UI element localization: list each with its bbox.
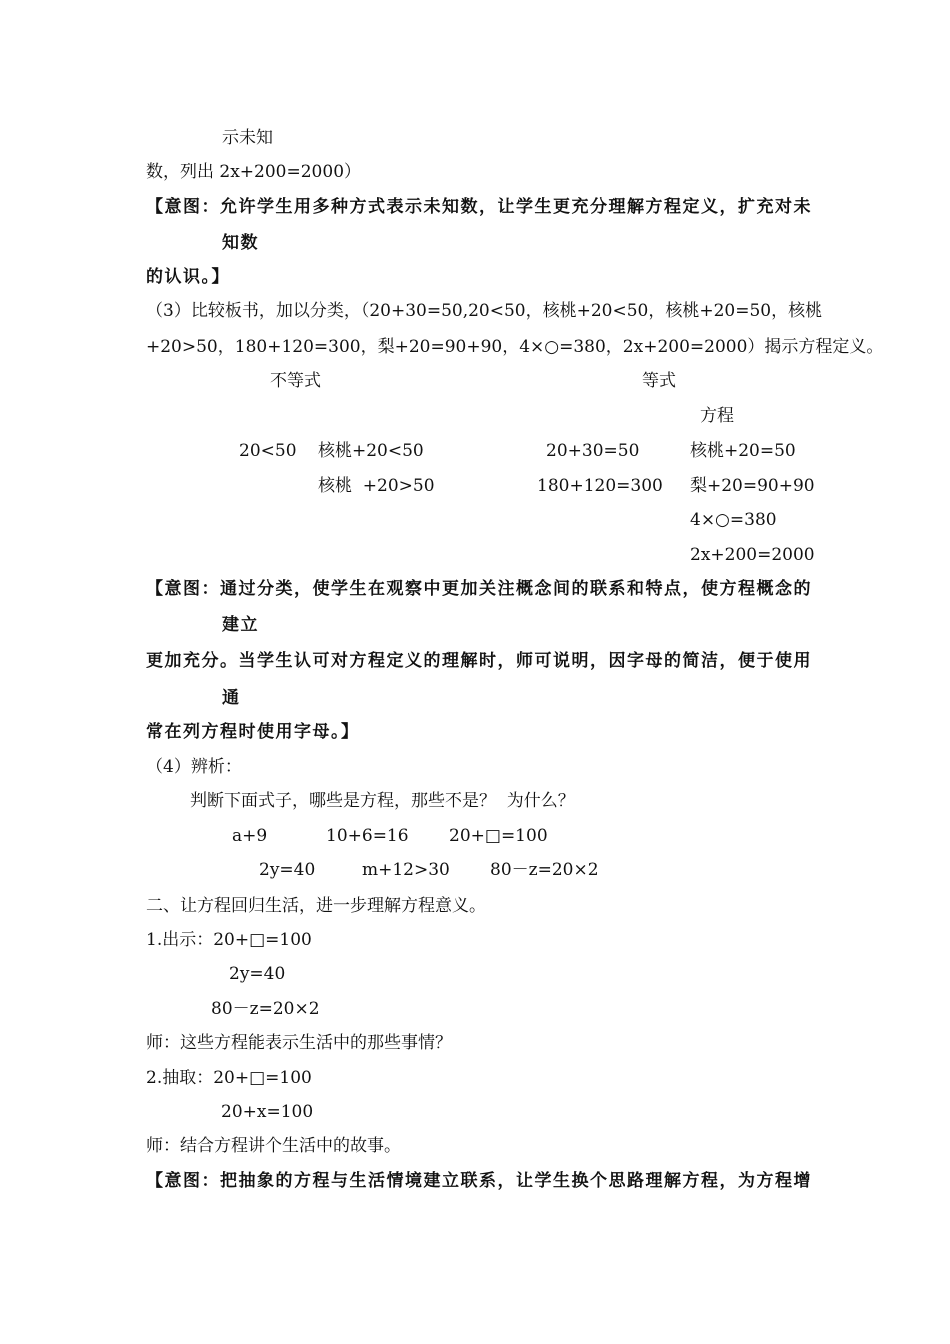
expression: 20+□=100 [449,826,548,846]
expression: a+9 [232,826,268,846]
intent-2-line-4: 通 [222,688,241,708]
show-line-3: 80－z=20×2 [211,999,320,1019]
equality-item: 20+30=50 [546,441,640,461]
intent-2-line-2: 建立 [222,615,259,635]
intent-2-line-5: 常在列方程时使用字母。】 [146,722,360,742]
extract-line-1: 2.抽取：20+□=100 [146,1068,312,1088]
inequality-item: 核桃+20<50 [318,441,424,461]
inequality-item: 核桃 +20>50 [318,476,435,496]
show-line-1: 1.出示：20+□=100 [146,930,312,950]
equality-header: 等式 [642,371,676,391]
expression: 10+6=16 [326,826,409,846]
intent-3-line-1: 【意图：把抽象的方程与生活情境建立联系，让学生换个思路理解方程，为方程增 [146,1171,812,1191]
step-3-line-1: （3）比较板书，加以分类，（20+30=50,20<50，核桃+20<50，核桃+20=50，核桃 [146,301,823,321]
expression: 80－z=20×2 [490,860,599,880]
equation-header: 方程 [700,406,734,426]
teacher-story: 师：结合方程讲个生活中的故事。 [146,1136,401,1156]
line-2: 数，列出 2x+200=2000） [146,162,362,182]
equation-item: 4×○=380 [690,510,777,530]
intent-1-line-2: 知数 [222,233,259,253]
line-1: 示未知 [222,128,273,148]
intent-1-line-1: 【意图：允许学生用多种方式表示未知数，让学生更充分理解方程定义，扩充对未 [146,197,812,217]
analysis-question: 判断下面式子，哪些是方程，那些不是？ 为什么？ [190,791,575,811]
intent-2-line-1: 【意图：通过分类，使学生在观察中更加关注概念间的联系和特点，使方程概念的 [146,579,812,599]
step-3-line-2: +20>50，180+120=300，梨+20=90+90，4×○=380，2x+200=2000）揭示方程定义。 [146,337,884,357]
equation-item: 核桃+20=50 [690,441,796,461]
analysis-heading: （4）辨析： [146,757,242,777]
show-line-2: 2y=40 [229,964,286,984]
expression: m+12>30 [362,860,450,880]
inequality-header: 不等式 [270,371,321,391]
teacher-question: 师：这些方程能表示生活中的那些事情？ [146,1033,452,1053]
equation-item: 2x+200=2000 [690,545,815,565]
expression: 2y=40 [259,860,316,880]
section-2-title: 二、让方程回归生活，进一步理解方程意义。 [146,896,486,916]
intent-2-line-3: 更加充分。当学生认可对方程定义的理解时，师可说明，因字母的简洁，便于使用 [146,651,812,671]
extract-line-2: 20+x=100 [221,1102,314,1122]
inequality-item: 20<50 [239,441,297,461]
equation-item: 梨+20=90+90 [690,476,815,496]
equality-item: 180+120=300 [537,476,663,496]
intent-1-line-3: 的认识。】 [146,267,230,287]
